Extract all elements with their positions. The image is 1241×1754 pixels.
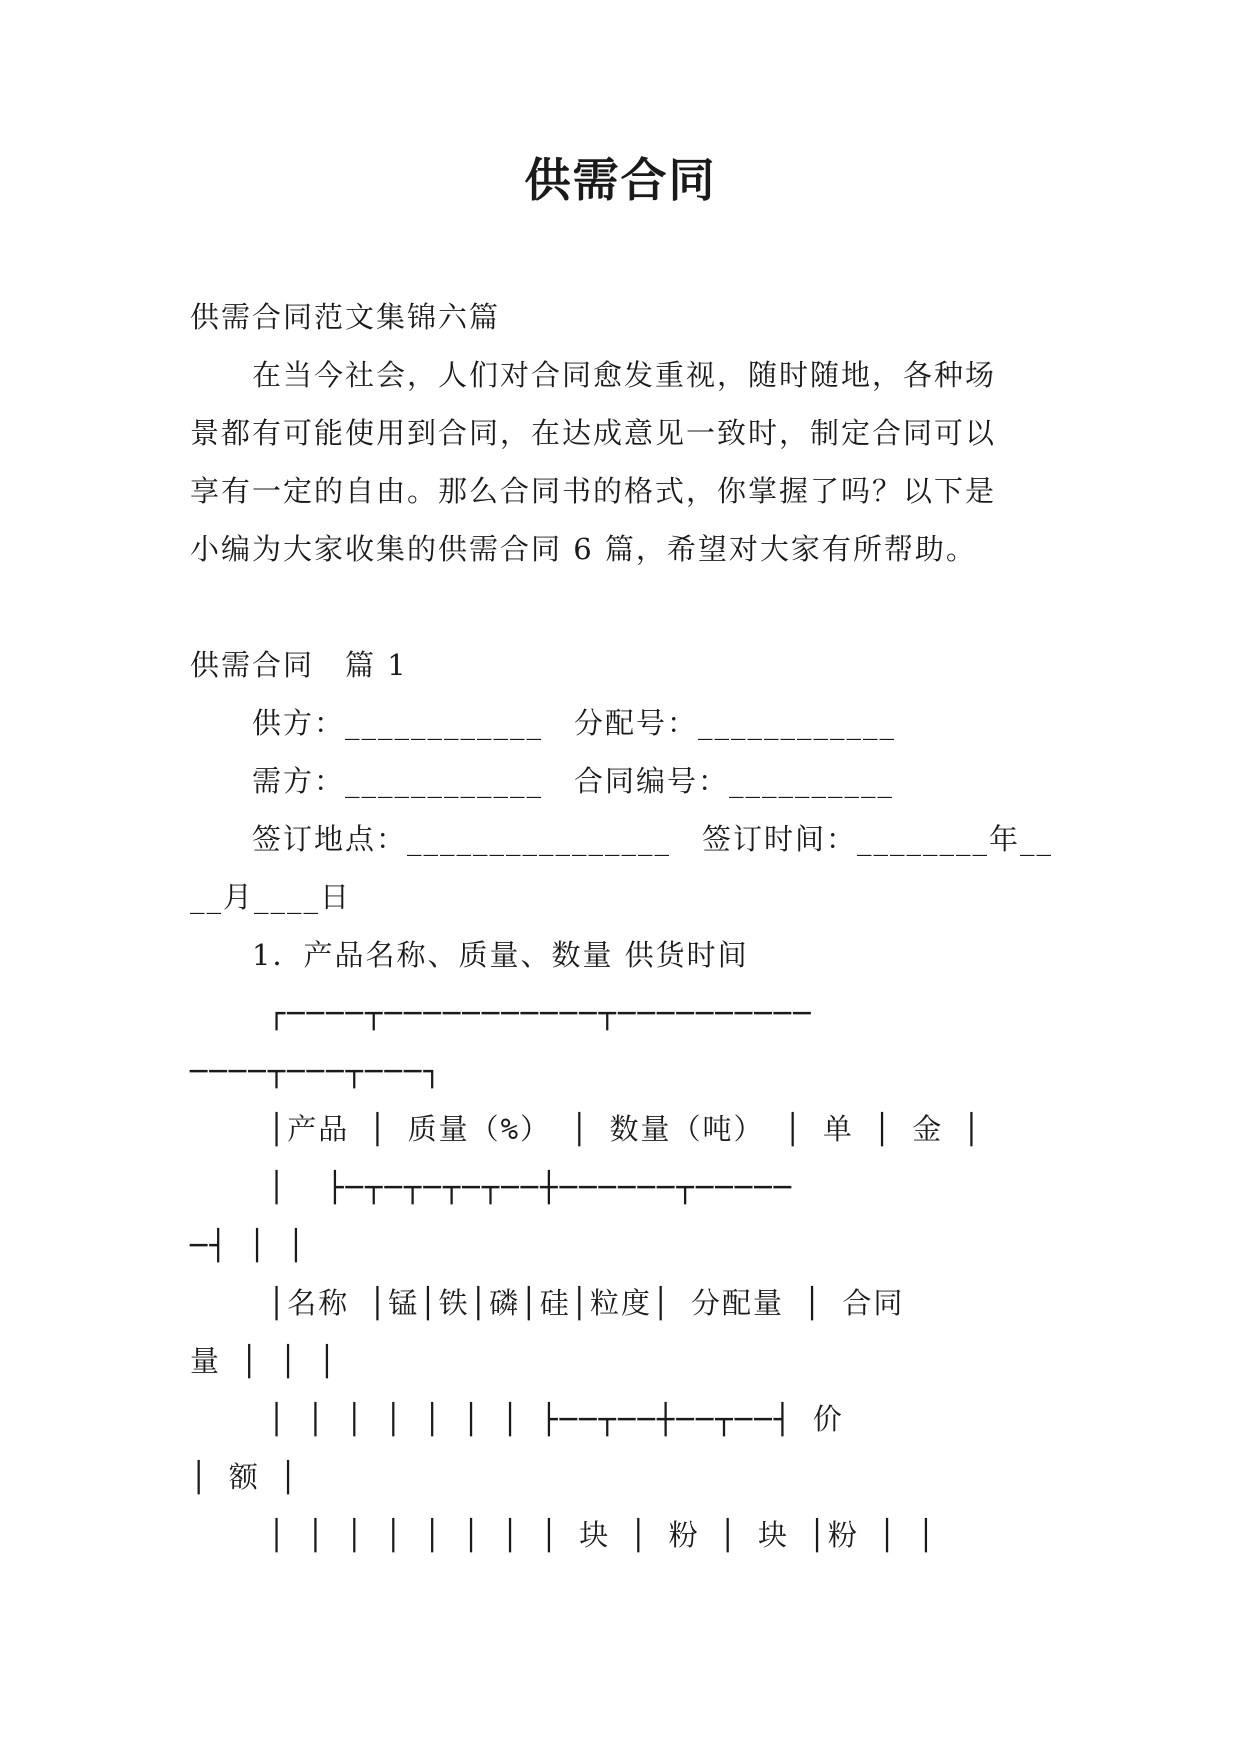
subtitle: 供需合同范文集锦六篇 [190, 300, 501, 334]
table-line: │ │ │ │ │ │ │ │ 块 │ 粉 │ 块 │粉 │ │ [190, 1518, 937, 1552]
table-line: 量 │ │ │ [190, 1344, 338, 1378]
table-line: │产品 │ 质量（%） │ 数量（吨） │ 单 │ 金 │ [190, 1112, 983, 1146]
intro-line-3: 享有一定的自由。那么合同书的格式，你掌握了吗？以下是 [190, 474, 997, 508]
table-line: │ ├─┬─┬─┬─┬──┼──────┬───── [190, 1170, 794, 1204]
intro-line-2: 景都有可能使用到合同，在达成意见一致时，制定合同可以 [190, 416, 997, 450]
table-line: ┌────┬───────────┬────────── [190, 996, 813, 1030]
item1-heading: 1．产品名称、质量、数量 供货时间 [190, 938, 749, 972]
table-line: │ │ │ │ │ │ │ ├──┬──┼──┬──┤ 价 [190, 1402, 844, 1436]
table-line: ─┤ │ │ [190, 1228, 307, 1262]
intro-line-1: 在当今社会，人们对合同愈发重视，随时随地，各种场 [190, 358, 997, 392]
paragraph-gap [190, 578, 1052, 636]
sign-line-2: __月____日 [190, 880, 352, 914]
table-line: ────┬───┬───┐ [190, 1054, 443, 1088]
buyer-line: 需方：____________ 合同编号：__________ [190, 764, 895, 798]
document-title: 供需合同 [524, 153, 717, 207]
sign-line-1: 签订地点：________________ 签订时间：________年__ [190, 822, 1054, 856]
table-line: │名称 │锰│铁│磷│硅│粒度│ 分配量 │ 合同 [190, 1286, 905, 1320]
document-body [190, 288, 1052, 1564]
section-heading: 供需合同 篇 1 [190, 648, 408, 682]
supplier-line: 供方：____________ 分配号：____________ [190, 706, 897, 740]
intro-line-4: 小编为大家收集的供需合同 6 篇，希望对大家有所帮助。 [190, 532, 977, 566]
table-line: │ 额 │ [190, 1460, 299, 1494]
